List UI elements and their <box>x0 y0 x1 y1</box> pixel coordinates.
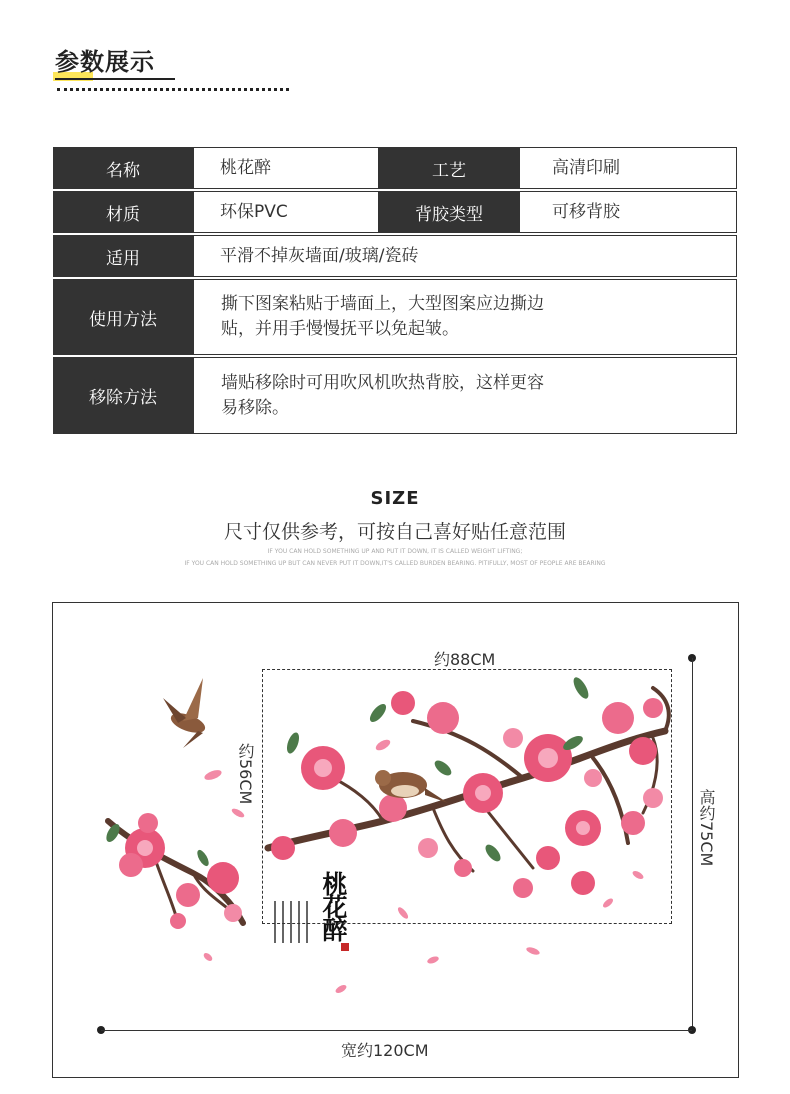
craft-value: 高清印刷 <box>519 147 737 189</box>
inner-width-label: 约88CM <box>434 650 496 669</box>
remove-value <box>193 357 737 434</box>
usage-value <box>193 279 737 355</box>
size-word-text: SIZE <box>370 488 420 509</box>
calligraphy-title: 桃花醉 <box>319 871 348 940</box>
material-value: 环保PVC <box>193 191 379 233</box>
usage-line-2: 贴，并用手慢慢抚平以免起皱。 <box>221 319 459 339</box>
apply-label: 适用 <box>53 235 193 277</box>
seal-stamp <box>341 943 349 951</box>
total-width-label: 宽约120CM <box>341 1041 429 1060</box>
size-tiny-line-2: IF YOU CAN HOLD SOMETHING UP BUT CAN NEVER PUT IT DOWN,IT'S CALLED BURDEN BEARING. PITIFULLY, MOST OF PEOPLE ARE BEARING <box>184 560 606 567</box>
total-height-label: 高约75CM <box>697 789 716 867</box>
param-row-apply <box>53 235 737 277</box>
remove-label: 移除方法 <box>53 357 193 434</box>
name-label: 名称 <box>53 147 193 189</box>
inner-height-label: 约56CM <box>236 743 255 805</box>
height-line <box>692 658 693 1030</box>
craft-label: 工艺 <box>379 147 519 189</box>
usage-label: 使用方法 <box>53 279 193 355</box>
section-title: 参数展示 <box>55 48 155 76</box>
section-heading <box>55 42 155 77</box>
blossoms-left <box>119 813 242 929</box>
heading-dotted-line <box>57 88 289 91</box>
apply-value: 平滑不掉灰墙面/玻璃/瓷砖 <box>193 235 737 277</box>
bird-flying <box>163 678 208 748</box>
param-row-name-craft <box>53 147 737 189</box>
adhesive-value: 可移背胶 <box>519 191 737 233</box>
size-header <box>0 488 790 568</box>
product-frame <box>52 602 739 1078</box>
remove-line-1: 墙贴移除时可用吹风机吹热背胶，这样更容 <box>221 372 544 393</box>
remove-line-2: 易移除。 <box>221 397 289 418</box>
width-line <box>101 1030 692 1031</box>
usage-line-1: 撕下图案粘贴于墙面上，大型图案应边撕边 <box>221 294 544 314</box>
inner-size-box <box>262 669 672 924</box>
material-label: 材质 <box>53 191 193 233</box>
size-title <box>370 488 419 509</box>
adhesive-label: 背胶类型 <box>379 191 519 233</box>
size-subtitle: 尺寸仅供参考，可按自己喜好贴任意范围 <box>223 521 566 543</box>
heading-underline <box>55 78 175 80</box>
param-row-material-adhesive <box>53 191 737 233</box>
param-row-usage <box>53 279 737 355</box>
param-row-remove <box>53 357 737 434</box>
name-value: 桃花醉 <box>193 147 379 189</box>
size-tiny-line-1: IF YOU CAN HOLD SOMETHING UP AND PUT IT DOWN, IT IS CALLED WEIGHT LIFTING; <box>267 548 523 555</box>
